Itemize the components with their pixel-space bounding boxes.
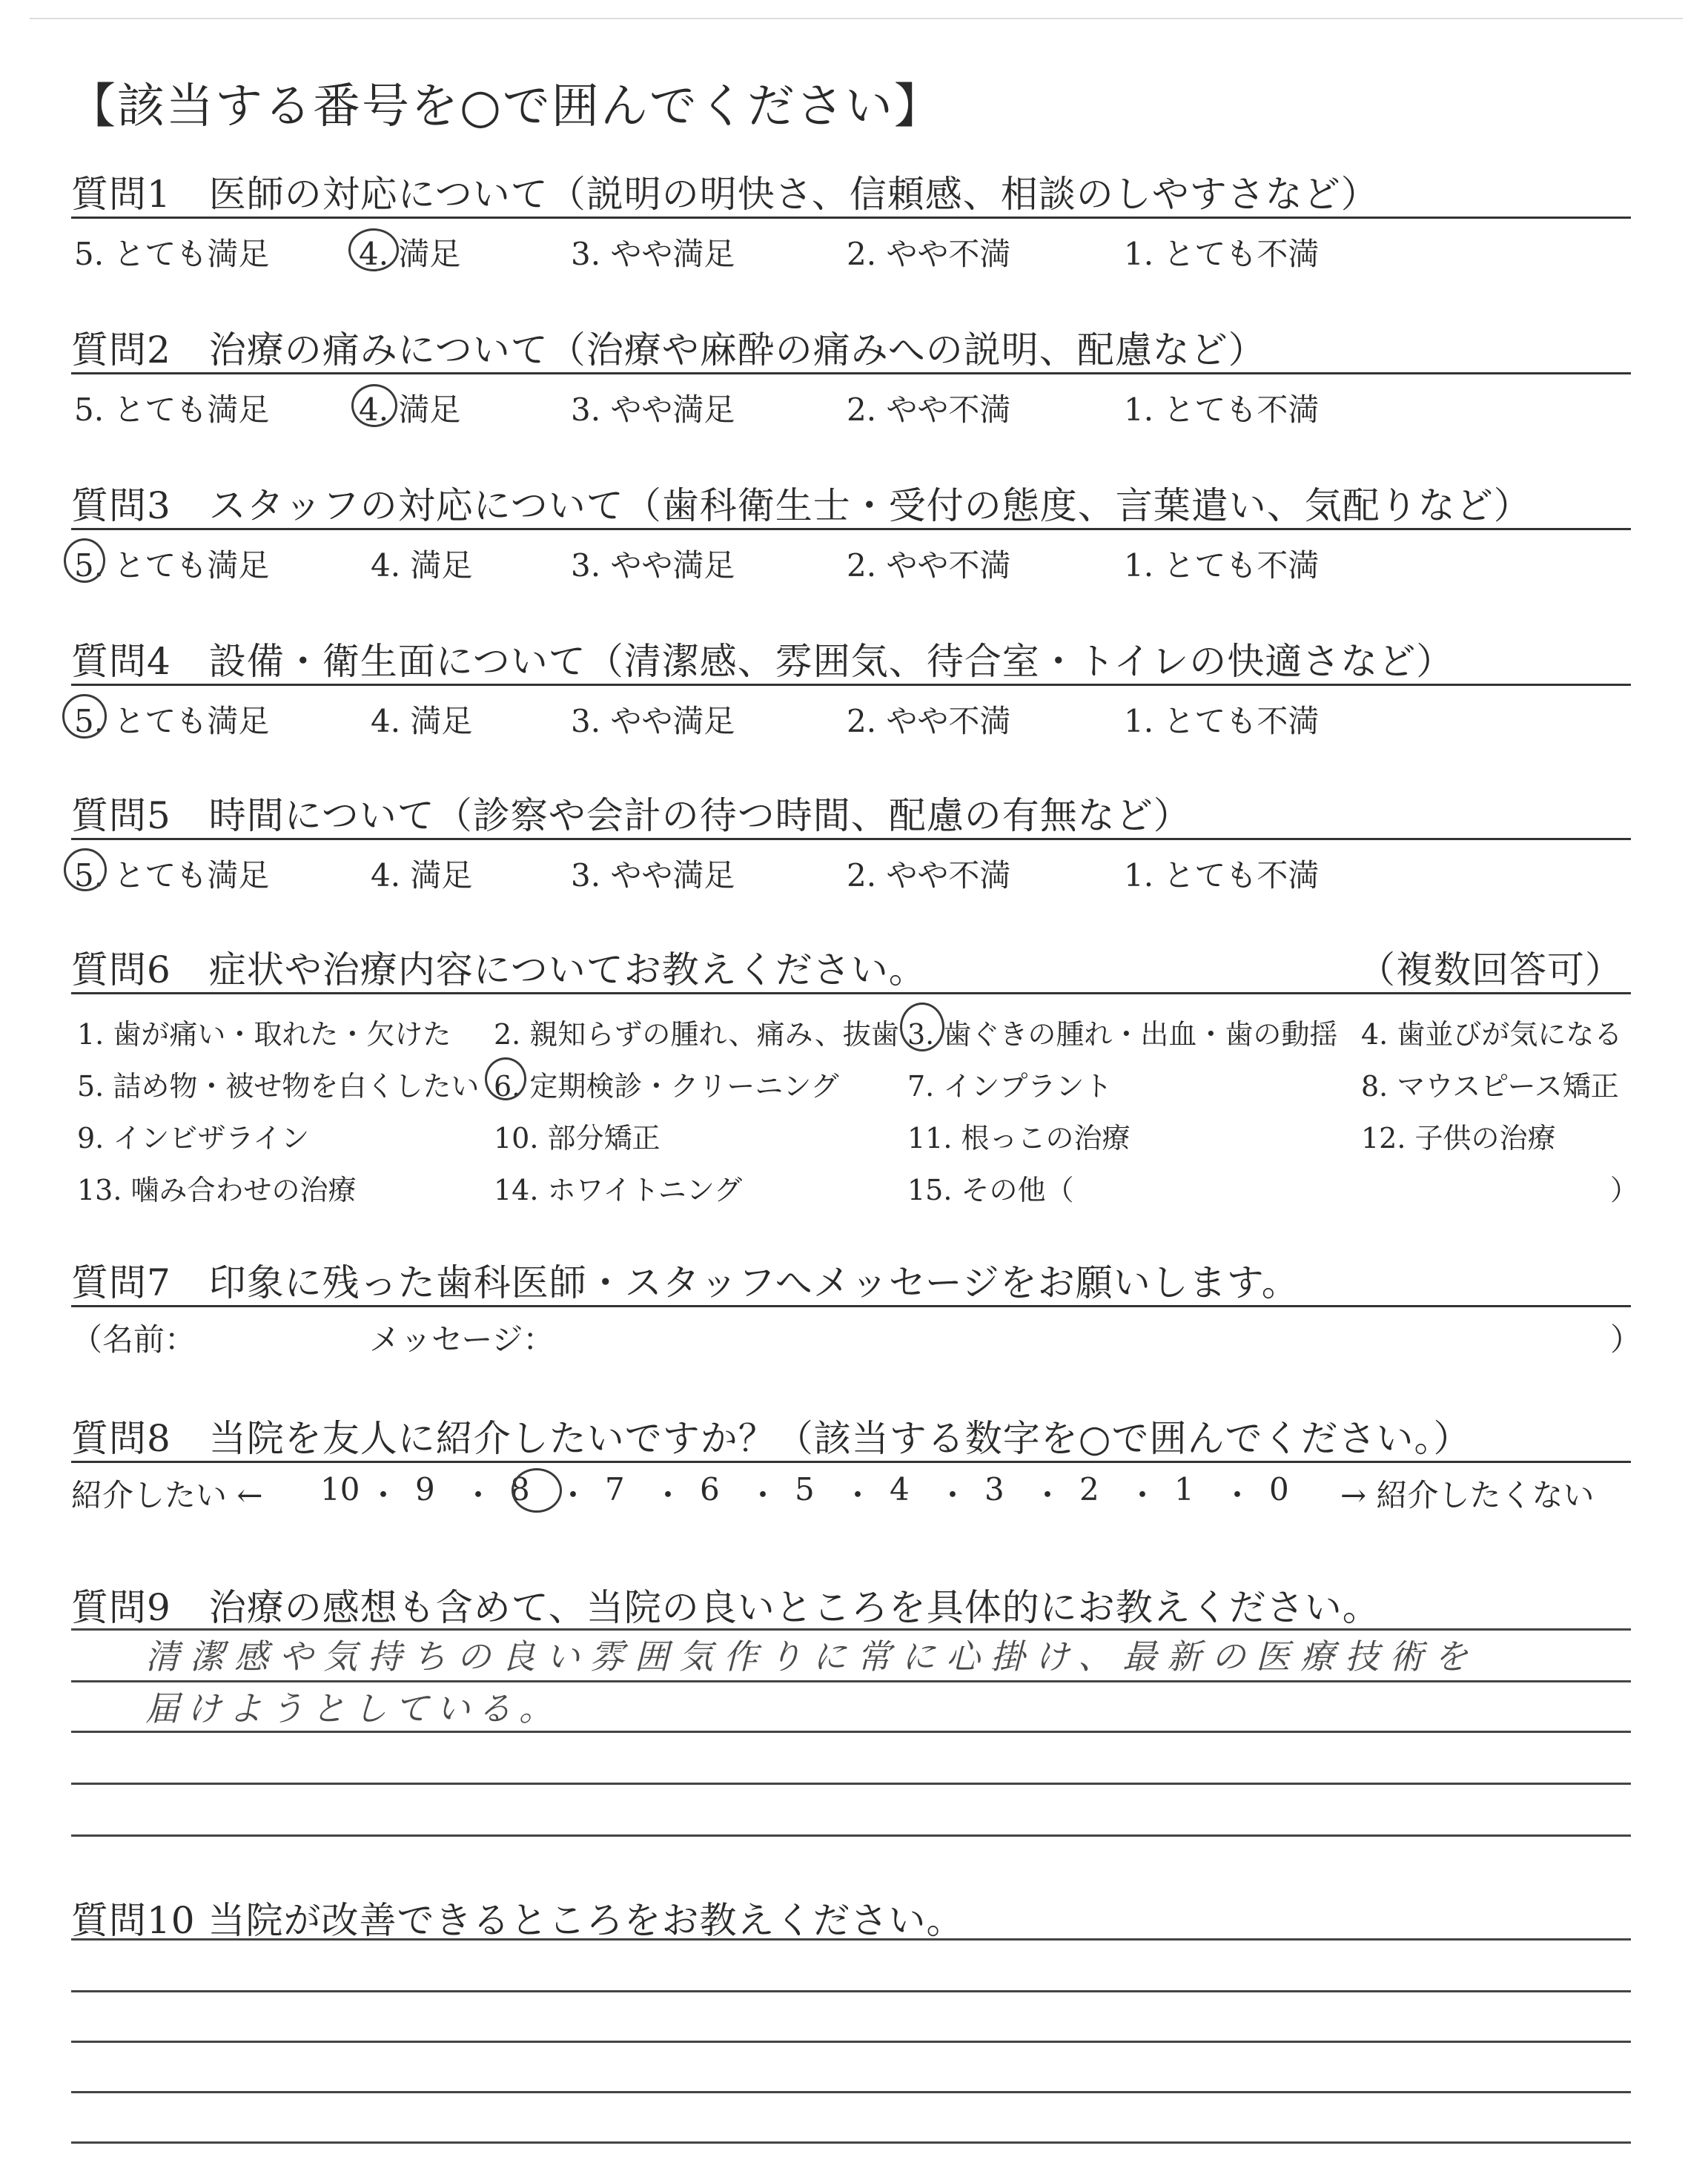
- question-2-rule: [71, 372, 1631, 374]
- question-3-rule: [71, 528, 1631, 530]
- q9-handwritten-line-1: 清潔感や気持ちの良い雰囲気作りに常に心掛け、最新の医療技術を: [145, 1636, 1479, 1677]
- q8-scale-4[interactable]: 4: [890, 1471, 910, 1507]
- question-10-label: 質問10 当院が改善できるところをお教えください。: [71, 1899, 964, 1942]
- q3-option-4[interactable]: 4. 満足: [371, 547, 473, 584]
- q3-selected-circle: [64, 538, 105, 583]
- q4-option-2[interactable]: 2. やや不満: [847, 703, 1011, 739]
- q8-separator: ・: [463, 1477, 494, 1513]
- q8-separator: ・: [747, 1477, 779, 1513]
- question-3-label: 質問3 スタッフの対応について（歯科衛生士・受付の態度、言葉遣い、気配りなど）: [71, 484, 1532, 527]
- q3-option-1[interactable]: 1. とても不満: [1124, 547, 1320, 584]
- q5-selected-circle: [64, 848, 107, 891]
- q6-item-3[interactable]: 3. 歯ぐきの腫れ・出血・歯の動揺: [907, 1018, 1338, 1051]
- q10-line-4: [71, 2091, 1631, 2093]
- q7-name-label[interactable]: （名前：: [71, 1321, 196, 1358]
- q8-separator: ・: [1032, 1477, 1064, 1513]
- question-2-label: 質問2 治療の痛みについて（治療や麻酔の痛みへの説明、配慮など）: [71, 328, 1266, 371]
- q6-item-7[interactable]: 7. インプラント: [907, 1070, 1113, 1103]
- q9-line-4: [71, 1783, 1631, 1785]
- q5-option-1[interactable]: 1. とても不満: [1124, 857, 1320, 894]
- q9-line-3: [71, 1731, 1631, 1733]
- question-4-rule: [71, 684, 1631, 686]
- q4-option-3[interactable]: 3. やや満足: [571, 703, 735, 739]
- q6-item-5[interactable]: 5. 詰め物・被せ物を白くしたい: [77, 1070, 480, 1103]
- q6-item-13[interactable]: 13. 噛み合わせの治療: [77, 1174, 357, 1206]
- q10-line-2: [71, 1990, 1631, 1992]
- q8-scale-1[interactable]: 1: [1174, 1471, 1194, 1507]
- q8-separator: ・: [557, 1477, 589, 1513]
- question-5-rule: [71, 838, 1631, 840]
- q7-message-label[interactable]: メッセージ：: [369, 1321, 555, 1358]
- q6-item-14[interactable]: 14. ホワイトニング: [494, 1174, 743, 1206]
- q8-right-label: → 紹介したくない: [1340, 1477, 1595, 1513]
- q4-selected-circle: [62, 694, 107, 739]
- q8-selected-circle: [512, 1468, 562, 1513]
- q8-separator: ・: [842, 1477, 874, 1513]
- q6-item-15[interactable]: 15. その他（: [907, 1174, 1074, 1206]
- q4-option-4[interactable]: 4. 満足: [371, 703, 473, 739]
- q8-scale-6[interactable]: 6: [700, 1471, 720, 1507]
- q2-option-4[interactable]: 4. 満足: [359, 392, 461, 428]
- q8-scale-10[interactable]: 10: [320, 1471, 360, 1507]
- q8-separator: ・: [368, 1477, 400, 1513]
- instruction-title: 【該当する番号を○で囲んでください】: [68, 79, 943, 134]
- q8-scale-2[interactable]: 2: [1079, 1471, 1099, 1507]
- q3-option-2[interactable]: 2. やや不満: [847, 547, 1011, 584]
- q2-option-2[interactable]: 2. やや不満: [847, 392, 1011, 428]
- q8-scale-0[interactable]: 0: [1269, 1471, 1289, 1507]
- q8-scale-7[interactable]: 7: [605, 1471, 625, 1507]
- q2-option-5[interactable]: 5. とても満足: [74, 392, 270, 428]
- q2-option-3[interactable]: 3. やや満足: [571, 392, 735, 428]
- question-7-label: 質問7 印象に残った歯科医師・スタッフへメッセージをお願いします。: [71, 1261, 1300, 1304]
- q6-item-9[interactable]: 9. インビザライン: [77, 1122, 310, 1155]
- q10-line-5: [71, 2141, 1631, 2144]
- q8-separator: ・: [652, 1477, 684, 1513]
- question-7-rule: [71, 1305, 1631, 1307]
- q8-separator: ・: [937, 1477, 969, 1513]
- question-8-rule: [71, 1461, 1631, 1463]
- q6-other-close: ）: [1610, 1174, 1639, 1206]
- q6-item-1[interactable]: 1. 歯が痛い・取れた・欠けた: [77, 1018, 451, 1051]
- scan-edge: [30, 18, 1683, 19]
- question-4-label: 質問4 設備・衛生面について（清潔感、雰囲気、待合室・トイレの快適さなど）: [71, 640, 1454, 683]
- q5-option-5[interactable]: 5. とても満足: [74, 857, 270, 894]
- q3-option-5[interactable]: 5. とても満足: [74, 547, 270, 584]
- q1-option-4[interactable]: 4. 満足: [359, 236, 461, 272]
- q8-scale-9[interactable]: 9: [415, 1471, 435, 1507]
- q10-line-1: [71, 1938, 1631, 1941]
- question-9-label: 質問9 治療の感想も含めて、当院の良いところを具体的にお教えください。: [71, 1586, 1380, 1629]
- q2-selected-circle: [351, 384, 397, 427]
- question-6-rule: [71, 992, 1631, 994]
- q5-option-3[interactable]: 3. やや満足: [571, 857, 735, 894]
- question-6-note: （複数回答可）: [1358, 948, 1623, 991]
- q6-selected-circle-6: [485, 1057, 526, 1100]
- q6-item-11[interactable]: 11. 根っこの治療: [907, 1122, 1131, 1155]
- question-8-label: 質問8 当院を友人に紹介したいですか？（該当する数字を○で囲んでください。）: [71, 1417, 1472, 1460]
- q8-separator: ・: [1127, 1477, 1159, 1513]
- q7-close-paren: ）: [1610, 1321, 1642, 1358]
- q8-scale-8[interactable]: 8: [510, 1471, 530, 1507]
- q10-line-3: [71, 2041, 1631, 2043]
- q1-option-5[interactable]: 5. とても満足: [74, 236, 270, 272]
- q8-scale-5[interactable]: 5: [795, 1471, 815, 1507]
- q1-option-1[interactable]: 1. とても不満: [1124, 236, 1320, 272]
- question-1-label: 質問1 医師の対応について（説明の明快さ、信頼感、相談のしやすさなど）: [71, 173, 1379, 216]
- q8-separator: ・: [1222, 1477, 1254, 1513]
- question-6-label: 質問6 症状や治療内容についてお教えください。: [71, 948, 927, 991]
- q8-left-label: 紹介したい ←: [71, 1477, 263, 1513]
- q6-item-4[interactable]: 4. 歯並びが気になる: [1361, 1018, 1623, 1051]
- question-5-label: 質問5 時間について（診察や会計の待つ時間、配慮の有無など）: [71, 794, 1191, 837]
- q6-item-8[interactable]: 8. マウスピース矯正: [1361, 1070, 1619, 1103]
- q4-option-5[interactable]: 5. とても満足: [74, 703, 270, 739]
- question-1-rule: [71, 217, 1631, 219]
- q6-item-10[interactable]: 10. 部分矯正: [494, 1122, 661, 1155]
- q1-selected-circle: [348, 228, 399, 271]
- q9-handwritten-line-2: 届けようとしている。: [145, 1688, 560, 1728]
- q1-option-3[interactable]: 3. やや満足: [571, 236, 735, 272]
- q6-item-2[interactable]: 2. 親知らずの腫れ、痛み、抜歯: [494, 1018, 899, 1051]
- q8-scale-3[interactable]: 3: [984, 1471, 1004, 1507]
- q3-option-3[interactable]: 3. やや満足: [571, 547, 735, 584]
- q5-option-4[interactable]: 4. 満足: [371, 857, 473, 894]
- q2-option-1[interactable]: 1. とても不満: [1124, 392, 1320, 428]
- q1-option-2[interactable]: 2. やや不満: [847, 236, 1011, 272]
- q6-selected-circle-3: [900, 1003, 944, 1051]
- q4-option-1[interactable]: 1. とても不満: [1124, 703, 1320, 739]
- q6-item-12[interactable]: 12. 子供の治療: [1361, 1122, 1556, 1155]
- q5-option-2[interactable]: 2. やや不満: [847, 857, 1011, 894]
- q6-item-6[interactable]: 6. 定期検診・クリーニング: [494, 1070, 839, 1103]
- q9-line-5: [71, 1834, 1631, 1837]
